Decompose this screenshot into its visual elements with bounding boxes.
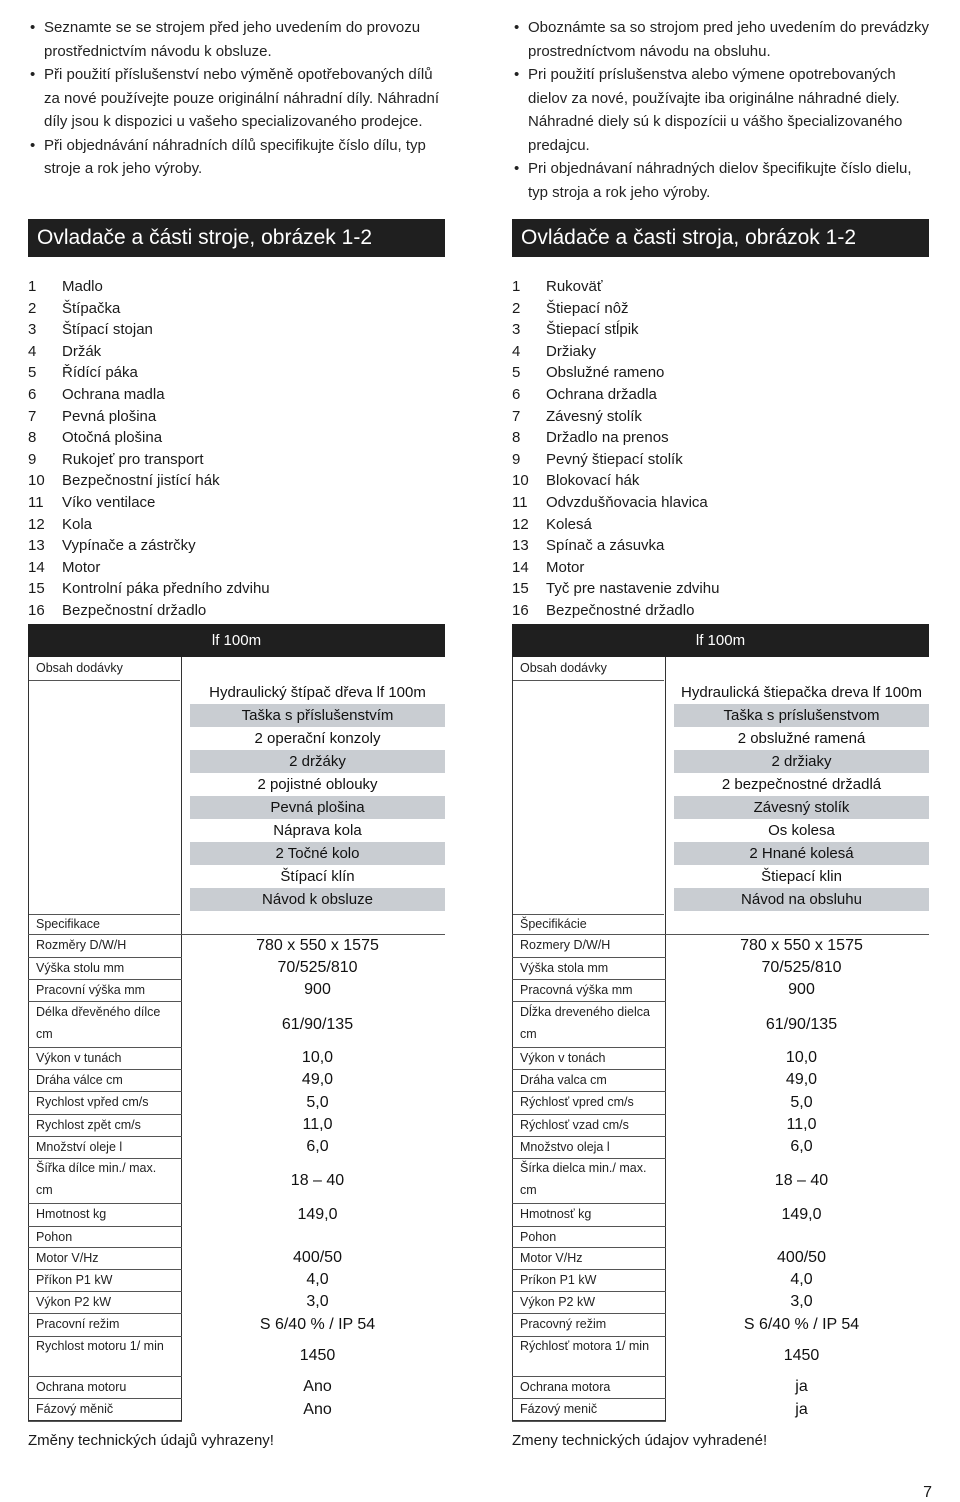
part-name: Štiepací nôž [546, 299, 629, 317]
part-name: Kontrolní páka předního zdvihu [62, 580, 270, 598]
part-name: Ochrana držadla [546, 385, 657, 403]
spec-label: Specifikace [36, 917, 100, 931]
part-name: Rukoväť [546, 278, 603, 295]
spec-row-label: Šířka dílce min./ max. cm [36, 1161, 157, 1197]
spec-row-label: Príkon P1 kW [520, 1273, 597, 1287]
spec-row-label: Rýchlosť vpred cm/s [520, 1095, 634, 1109]
parts-list-item [512, 492, 932, 514]
parts-list-item [28, 298, 448, 320]
spec-row-label: Množstvo oleja l [520, 1140, 610, 1154]
bullet-item: • Seznamte se se strojem před jeho uvedením do provozu prostřednictvím návodu k obsluze. [28, 16, 448, 63]
part-name: Pevný štiepací stolík [546, 450, 683, 468]
page-number: 7 [923, 1484, 932, 1501]
parts-list-item [28, 427, 448, 449]
scope-blank-box [513, 680, 664, 915]
part-number: 4 [28, 342, 37, 360]
spec-row-label: Příkon P1 kW [36, 1273, 113, 1287]
row-divider [512, 1247, 666, 1248]
row-divider [512, 979, 666, 980]
spec-row-value: 1450 [299, 1347, 336, 1364]
scope-item: 2 obslužné ramená [737, 730, 866, 747]
spec-row-label: Ochrana motora [520, 1380, 611, 1394]
spec-table-header [512, 624, 929, 657]
parts-list-item [512, 514, 932, 536]
parts-list-item [512, 427, 932, 449]
parts-list-item [512, 319, 932, 341]
scope-item: Štiepací klin [761, 868, 842, 885]
spec-row-label: Výkon v tonách [520, 1051, 606, 1065]
scope-item: Štípací klín [280, 868, 355, 885]
parts-list-item [512, 276, 932, 298]
parts-list-item [512, 578, 932, 600]
part-number: 10 [28, 472, 45, 490]
row-divider [512, 957, 666, 958]
bullet-item: • Oboznámte sa so strojom pred jeho uvedením do prevádzky prostredníctvom návodu na obsluhu. [512, 16, 932, 63]
spec-row-value: 400/50 [293, 1249, 342, 1266]
part-number: 9 [28, 450, 37, 468]
spec-row-value: 61/90/135 [765, 1016, 838, 1033]
part-number: 6 [28, 385, 37, 403]
scope-item: Taška s príslušenstvom [674, 704, 929, 727]
row-divider [28, 1376, 182, 1377]
parts-list-item [28, 406, 448, 428]
row-divider [512, 1269, 666, 1270]
spec-row-value: 10,0 [785, 1049, 818, 1066]
part-number: 10 [512, 472, 529, 490]
spec-row-value: 4,0 [306, 1271, 329, 1288]
part-number: 1 [28, 278, 37, 295]
part-name: Tyč pre nastavenie zdvihu [546, 580, 720, 598]
spec-row-label: Ochrana motoru [36, 1380, 127, 1394]
parts-list-item [28, 319, 448, 341]
bullet-item: • Při objednávání náhradních dílů specifikujte číslo dílu, typ stroje a rok jeho výroby. [28, 134, 448, 181]
spec-row-label: Hmotnosť kg [520, 1207, 592, 1221]
part-number: 5 [28, 364, 37, 382]
row-divider [28, 1421, 182, 1422]
spec-row-value: 61/90/135 [281, 1016, 354, 1033]
spec-row-value: 18 – 40 [290, 1172, 345, 1189]
scope-item: 2 bezpečnostné držadlá [721, 776, 882, 793]
part-name: Obslužné rameno [546, 364, 665, 382]
part-name: Kolesá [546, 515, 592, 533]
part-name: Bezpečnostní jistící hák [62, 472, 220, 490]
scope-item: Náprava kola [273, 822, 362, 839]
spec-row-label: Pracovní výška mm [36, 983, 146, 997]
row-divider [28, 1313, 182, 1314]
spec-row-label: Rychlost motoru 1/ min [36, 1339, 164, 1353]
intro-bullets [28, 16, 448, 181]
row-divider [512, 1091, 666, 1092]
part-number: 16 [512, 601, 529, 619]
row-divider [28, 957, 182, 958]
row-divider [512, 1047, 666, 1048]
parts-list-item [28, 276, 448, 298]
spec-row-label: Rýchlosť vzad cm/s [520, 1118, 629, 1132]
spec-row-value: 780 x 550 x 1575 [740, 937, 863, 954]
spec-row-value [674, 1226, 929, 1247]
parts-list-item [28, 514, 448, 536]
spec-row-label: Výška stola mm [520, 961, 609, 975]
parts-list-item [28, 470, 448, 492]
scope-item: Pevná plošina [190, 796, 445, 819]
part-number: 11 [28, 493, 44, 511]
scope-item: 2 Točné kolo [190, 842, 445, 865]
part-number: 7 [28, 407, 37, 425]
part-name: Víko ventilace [62, 493, 156, 511]
spec-row-value: 6,0 [306, 1138, 329, 1155]
spec-row-label: Dĺžka dreveného dielca cm [520, 1005, 650, 1041]
row-divider [28, 1226, 182, 1227]
spec-row-label: Rýchlosť motora 1/ min [520, 1339, 650, 1353]
part-number: 15 [512, 580, 529, 598]
spec-table [512, 624, 929, 1421]
part-number: 1 [512, 278, 521, 295]
part-number: 2 [512, 299, 521, 317]
scope-item: Návod na obsluhu [674, 888, 929, 911]
part-name: Štiepací stĺpik [546, 321, 639, 339]
part-name: Blokovací hák [546, 472, 640, 490]
spec-row-value: 6,0 [790, 1138, 813, 1155]
bullet-item: • Pri použití príslušenstva alebo výmene opotrebovaných dielov za nové, používajte iba originálne náhradné diely. Náhradné diely sú k dispozícii u vášho špecializovaného predajcu. [512, 63, 932, 157]
section-title-bar: Ovládače a časti stroja, obrázok 1-2 [512, 219, 929, 257]
spec-table-header [28, 624, 445, 657]
spec-row-value: 18 – 40 [774, 1172, 829, 1189]
spec-row-value: 149,0 [781, 1206, 822, 1223]
section-title-bar: Ovladače a části stroje, obrázek 1-2 [28, 219, 445, 257]
spec-row-value: 149,0 [297, 1206, 338, 1223]
scope-item: Hydraulický štípač dřeva lf 100m [209, 684, 426, 701]
spec-row-label: Výška stolu mm [36, 961, 125, 975]
parts-list-item [28, 449, 448, 471]
spec-row-value: 49,0 [785, 1071, 818, 1088]
scope-item: Os kolesa [768, 822, 835, 839]
part-name: Kola [62, 515, 93, 533]
row-divider [512, 1069, 666, 1070]
part-number: 13 [28, 537, 45, 555]
spec-row-value: 70/525/810 [761, 959, 842, 976]
spec-row-label: Pohon [36, 1230, 73, 1244]
part-number: 8 [28, 429, 37, 447]
parts-list-item [28, 492, 448, 514]
part-number: 12 [28, 515, 45, 533]
part-name: Bezpečnostné držadlo [546, 601, 695, 619]
spec-row-value: 1450 [783, 1347, 820, 1364]
spec-table [28, 624, 445, 1421]
part-name: Držiaky [546, 342, 597, 360]
part-number: 12 [512, 515, 529, 533]
scope-item: Návod k obsluze [190, 888, 445, 911]
spec-row-label: Rozměry D/W/H [36, 938, 127, 952]
spec-row-value: S 6/40 % / IP 54 [743, 1316, 860, 1333]
parts-list [28, 276, 448, 622]
spec-row-label: Motor V/Hz [36, 1251, 99, 1265]
scope-item: Závesný stolík [674, 796, 929, 819]
part-name: Držák [62, 342, 102, 360]
spec-row-label: Šírka dielca min./ max. cm [520, 1161, 647, 1197]
row-divider [28, 1069, 182, 1070]
part-name: Odvzdušňovacia hlavica [546, 493, 708, 511]
part-name: Řídící páka [62, 364, 138, 382]
part-number: 3 [28, 321, 37, 339]
row-divider [512, 1203, 666, 1204]
part-number: 11 [512, 493, 528, 511]
parts-list-item [28, 341, 448, 363]
part-name: Rukojeť pro transport [62, 450, 204, 468]
parts-list-item [512, 341, 932, 363]
part-number: 5 [512, 364, 521, 382]
spec-row-label: Rozmery D/W/H [520, 938, 611, 952]
row-divider [28, 1291, 182, 1292]
parts-list-item [512, 600, 932, 622]
spec-row-value: 10,0 [301, 1049, 334, 1066]
spec-row-label: Pracovný režim [520, 1317, 607, 1331]
row-divider [28, 1269, 182, 1270]
scope-label: Obsah dodávky [36, 661, 123, 675]
row-divider [28, 1398, 182, 1399]
row-divider [512, 1114, 666, 1115]
row-divider [512, 1226, 666, 1227]
model-name: lf 100m [695, 632, 746, 649]
scope-label: Obsah dodávky [520, 661, 607, 675]
spec-row-label: Hmotnost kg [36, 1207, 107, 1221]
part-name: Madlo [62, 278, 103, 295]
spec-row-label: Výkon v tunách [36, 1051, 122, 1065]
spec-row-label: Fázový menič [520, 1402, 598, 1416]
spec-row-value: 3,0 [790, 1293, 813, 1310]
spec-row-label: Motor V/Hz [520, 1251, 583, 1265]
part-number: 4 [512, 342, 521, 360]
spec-row-value: 900 [304, 981, 331, 998]
row-divider [28, 1114, 182, 1115]
part-name: Držadlo na prenos [546, 429, 669, 447]
spec-row-value: 70/525/810 [277, 959, 358, 976]
spec-row-value: ja [795, 1401, 808, 1418]
scope-item: 2 pojistné oblouky [257, 776, 378, 793]
part-number: 9 [512, 450, 521, 468]
parts-list-item [512, 362, 932, 384]
spec-row-value: 4,0 [790, 1271, 813, 1288]
parts-list [512, 276, 932, 622]
scope-item: Hydraulická štiepačka dreva lf 100m [681, 684, 922, 701]
spec-row-value [190, 1226, 445, 1247]
row-divider [28, 1247, 182, 1248]
spec-row-label: Rychlost zpět cm/s [36, 1118, 141, 1132]
parts-list-item [512, 384, 932, 406]
part-name: Spínač a zásuvka [546, 537, 665, 555]
row-divider [28, 1091, 182, 1092]
parts-list-item [28, 557, 448, 579]
spec-row-value: 11,0 [302, 1116, 333, 1133]
part-name: Štípací stojan [62, 321, 153, 339]
parts-list-item [28, 384, 448, 406]
spec-label: Špecifikácie [520, 917, 587, 931]
footnote: Zmeny technických údajov vyhradené! [512, 1432, 768, 1449]
parts-list-item [512, 535, 932, 557]
part-name: Motor [546, 558, 585, 576]
parts-list-item [28, 362, 448, 384]
part-number: 2 [28, 299, 37, 317]
spec-row-value: Ano [303, 1401, 332, 1418]
spec-row-label: Dráha válce cm [36, 1073, 123, 1087]
spec-row-label: Výkon P2 kW [520, 1295, 596, 1309]
part-number: 15 [28, 580, 45, 598]
parts-list-item [512, 557, 932, 579]
scope-blank-box [29, 680, 180, 915]
row-divider [512, 1376, 666, 1377]
part-name: Závesný stolík [546, 407, 642, 425]
part-number: 14 [28, 558, 45, 576]
row-divider [512, 1421, 666, 1422]
part-number: 16 [28, 601, 45, 619]
part-name: Motor [62, 558, 101, 576]
scope-item: 2 operační konzoly [254, 730, 381, 747]
parts-list-item [512, 449, 932, 471]
spec-row-label: Dráha valca cm [520, 1073, 607, 1087]
row-divider [512, 1136, 666, 1137]
part-name: Otočná plošina [62, 429, 163, 447]
footnote: Změny technických údajů vyhrazeny! [28, 1432, 274, 1449]
intro-bullets [512, 16, 932, 204]
row-divider [28, 1203, 182, 1204]
spec-row-value: 900 [788, 981, 815, 998]
row-divider [512, 1313, 666, 1314]
spec-row-label: Pohon [520, 1230, 557, 1244]
part-number: 8 [512, 429, 521, 447]
row-divider [512, 1398, 666, 1399]
bullet-item: • Při použití příslušenství nebo výměně opotřebovaných dílů za nové používejte pouze originální náhradní díly. Náhradní díly jsou k dispozici u vašeho specializovaného prodejce. [28, 63, 448, 134]
row-divider [512, 1291, 666, 1292]
spec-row-label: Fázový měnič [36, 1402, 114, 1416]
parts-list-item [28, 600, 448, 622]
parts-list-item [512, 298, 932, 320]
spec-row-label: Výkon P2 kW [36, 1295, 112, 1309]
spec-row-label: Pracovní režim [36, 1317, 120, 1331]
part-number: 3 [512, 321, 521, 339]
part-number: 6 [512, 385, 521, 403]
row-divider [28, 979, 182, 980]
bullet-item: • Pri objednávaní náhradných dielov špecifikujte číslo dielu, typ stroja a rok jeho výroby. [512, 157, 932, 204]
scope-item: 2 držáky [190, 750, 445, 773]
part-name: Štípačka [62, 299, 121, 317]
spec-row-value: 780 x 550 x 1575 [256, 937, 379, 954]
scope-item: Taška s příslušenstvím [190, 704, 445, 727]
scope-item: 2 Hnané kolesá [674, 842, 929, 865]
spec-row-value: 5,0 [306, 1094, 329, 1111]
row-divider [28, 1136, 182, 1137]
parts-list-item [512, 470, 932, 492]
scope-item: 2 držiaky [674, 750, 929, 773]
part-name: Bezpečnostní držadlo [62, 601, 207, 619]
parts-list-item [512, 406, 932, 428]
part-name: Ochrana madla [62, 385, 165, 403]
spec-row-label: Rychlost vpřed cm/s [36, 1095, 149, 1109]
spec-row-value: 3,0 [306, 1293, 329, 1310]
spec-row-label: Množství oleje l [36, 1140, 123, 1154]
spec-row-label: Pracovná výška mm [520, 983, 633, 997]
spec-row-value: 11,0 [786, 1116, 817, 1133]
part-number: 7 [512, 407, 521, 425]
part-number: 13 [512, 537, 529, 555]
spec-row-value: Ano [303, 1378, 332, 1395]
parts-list-item [28, 578, 448, 600]
spec-row-label: Délka dřevěného dílce cm [36, 1005, 161, 1041]
parts-list-item [28, 535, 448, 557]
spec-row-value: 400/50 [777, 1249, 826, 1266]
spec-row-value: S 6/40 % / IP 54 [259, 1316, 376, 1333]
model-name: lf 100m [211, 632, 262, 649]
part-name: Pevná plošina [62, 407, 157, 425]
part-number: 14 [512, 558, 529, 576]
spec-row-value: 5,0 [790, 1094, 813, 1111]
spec-row-value: ja [795, 1378, 808, 1395]
spec-row-value: 49,0 [301, 1071, 334, 1088]
row-divider [28, 1047, 182, 1048]
part-name: Vypínače a zástrčky [62, 537, 196, 555]
